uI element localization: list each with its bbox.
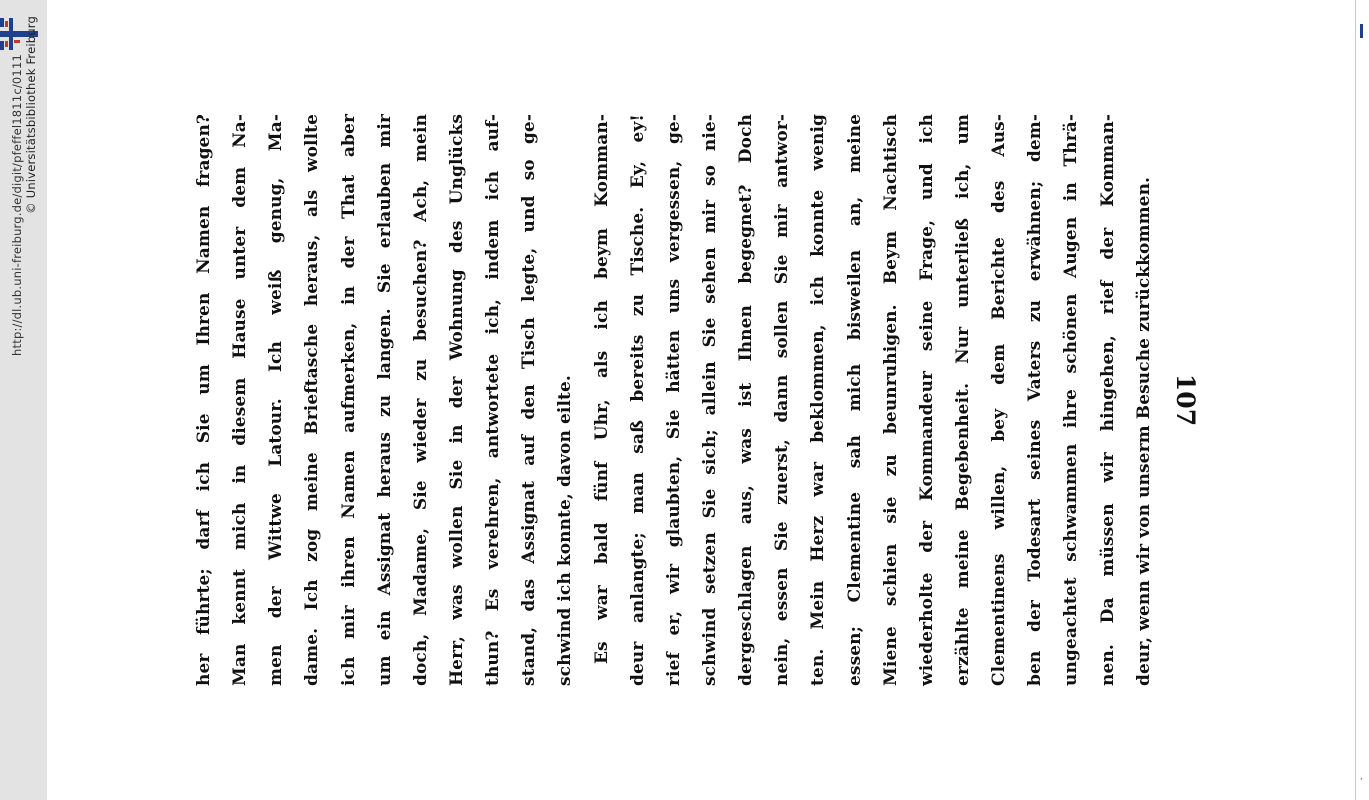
document-url[interactable]: http://dl.ub.uni-freiburg.de/digit/pfeffel1811c/0111 [9,54,24,356]
text-line: thun? Es verehren, antwortete ich, indem ich auf- [483,114,504,686]
text-line: erzählte meine Begebenheit. Nur unterließ ich, um [952,114,973,686]
text-line: her führte; darf ich Sie um Ihren Namen fragen? [194,114,214,686]
text-line: ten. Mein Herz war beklommen, ich konnte wenig [808,114,829,686]
text-line: um ein Assignat heraus zu langen. Sie erlauben mir [374,114,395,686]
text-line: schwind ich konnte, davon eilte. [555,375,576,686]
text-line: Miene schien sie zu beunruhigen. Beym Nachtisch [880,114,901,686]
text-line: ungeachtet schwammen ihre schönen Augen in Thrä- [1061,114,1082,686]
text-line: ben der Todesart seines Vaters zu erwähnen; dem- [1025,114,1046,686]
text-line: deur anlangte; man saß bereits zu Tische. Ey, ey! [627,114,648,686]
text-line: dame. Ich zog meine Brieftasche heraus, als wollte [302,114,323,686]
sidebar-caption [0,0,47,800]
scanned-page [180,110,1210,690]
text-line: Clementinens willen, bey dem Berichte des Aus- [989,114,1010,686]
text-line: men der Wittwe Latour. Ich weiß genug, Ma- [266,114,287,686]
viewer-sidebar [0,0,47,800]
text-line: deur, wenn wir von unserm Besuche zurückkommen. [1133,176,1154,686]
text-line: schwind setzen Sie sich; allein Sie sehen mir so nie- [699,114,720,686]
page-text-block [194,114,1154,686]
page-number: 107 [1171,373,1200,427]
viewer-right-border [1355,0,1356,800]
text-line: essen; Clementine sah mich bisweilen an, meine [844,114,865,686]
text-line: rief er, wir glaubten, Sie hätten uns vergessen, ge- [663,114,684,686]
text-line: stand, das Assignat auf den Tisch legte, und so ge- [519,114,540,686]
text-line: dergeschlagen aus, was ist Ihnen begegnet? Doch [736,114,757,686]
corner-mark: , [1360,772,1363,782]
text-line: Man kennt mich in diesem Hause unter dem Na- [230,114,251,686]
text-line: nein, essen Sie zuerst, dann sollen Sie mir antwor- [772,114,793,686]
text-line: nen. Da müssen wir hingehen, rief der Komman- [1097,114,1118,686]
copyright-notice: © Universitätsbibliothek Freiburg [23,16,38,214]
scroll-marker[interactable] [1360,24,1363,38]
text-line: Es war bald fünf Uhr, als ich beym Komman- [591,114,612,664]
page-content [180,110,1210,690]
text-line: ich mir ihren Namen aufmerken, in der That aber [338,114,359,686]
text-line: Herr, was wollen Sie in der Wohnung des Unglücks [446,114,467,686]
text-line: wiederholte der Kommandeur seine Frage, und ich [916,114,937,686]
text-line: doch, Madame, Sie wieder zu besuchen? Ach, mein [410,114,431,686]
